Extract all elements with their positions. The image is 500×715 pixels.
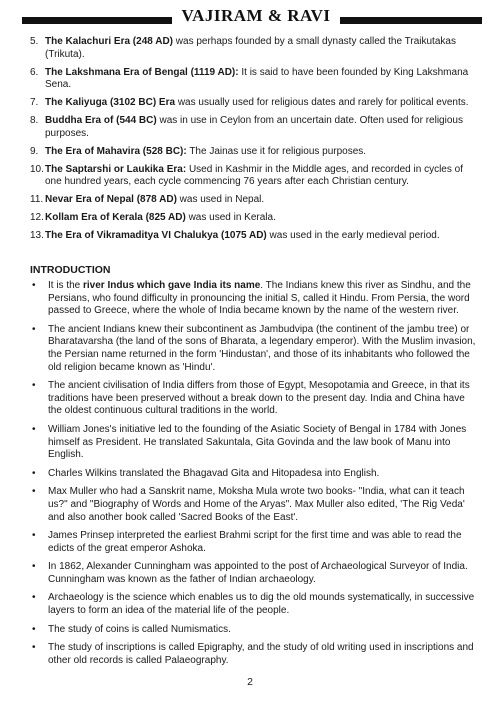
item-number: 10. bbox=[30, 163, 44, 175]
list-item bbox=[30, 194, 480, 207]
list-item bbox=[30, 424, 480, 462]
bullet-icon: • bbox=[32, 592, 36, 604]
item-text: The study of inscriptions is called Epigraphy, and the study of old writing used in inscriptions and other old records is called Palaeography. bbox=[48, 642, 474, 666]
era-name: Kollam Era of Kerala (825 AD) bbox=[45, 212, 186, 224]
item-text-emphasis: river Indus which gave India its name bbox=[83, 280, 261, 291]
list-item bbox=[30, 36, 480, 61]
era-description: was used in Nepal. bbox=[176, 194, 265, 206]
bullet-icon: • bbox=[32, 423, 36, 435]
era-name: The Kaliyuga (3102 BC) Era bbox=[45, 97, 176, 109]
era-name: The Era of Mahavira (528 BC): bbox=[45, 145, 187, 157]
bullet-icon: • bbox=[32, 380, 36, 392]
item-text: Archaeology is the science which enables us to dig the old mounds systematically, in successive layers to form an idea of the material life of the people. bbox=[48, 592, 475, 617]
list-item bbox=[30, 230, 480, 243]
item-text: William Jones's initiative led to the founding of the Asiatic Society of Bengal in 1784 with Jones himself as President. He translated Sakuntala, Gita Govinda and the law book of Manu into English. bbox=[48, 423, 467, 461]
list-item bbox=[30, 592, 480, 617]
list-item bbox=[30, 561, 480, 586]
list-item bbox=[30, 324, 480, 374]
era-description: The Jainas use it for religious purposes. bbox=[186, 145, 367, 157]
item-text: James Prinsep interpreted the earliest Brahmi script for the first time and was able to read the edicts of the great emperor Ashoka. bbox=[48, 530, 462, 554]
list-item bbox=[30, 67, 480, 92]
list-item bbox=[30, 97, 480, 110]
item-number: 8. bbox=[30, 115, 39, 127]
item-text-prefix: It is the bbox=[48, 280, 84, 291]
list-item bbox=[30, 468, 480, 481]
list-item bbox=[30, 164, 480, 189]
page-number: 2 bbox=[247, 676, 253, 688]
bullet-icon: • bbox=[32, 561, 36, 573]
bullet-icon: • bbox=[32, 623, 36, 635]
list-item bbox=[30, 115, 480, 140]
era-name: Nevar Era of Nepal (878 AD) bbox=[45, 194, 177, 206]
item-number: 13. bbox=[30, 230, 44, 242]
list-item bbox=[30, 530, 480, 555]
bullet-icon: • bbox=[32, 280, 36, 291]
bullet-icon: • bbox=[32, 530, 36, 542]
era-description: was perhaps founded by a small dynasty called the Traikutakas (Trikuta). bbox=[45, 36, 456, 60]
list-item bbox=[30, 486, 480, 524]
item-text: Max Muller who had a Sanskrit name, Moksha Mula wrote two books- "India, what can it teach us?" and "Biography of Words and Home of the Aryas". Max Muller also edited, 'The Rig Veda' and also another book called 'Sacred Books of the East'. bbox=[48, 486, 465, 523]
item-number: 5. bbox=[30, 36, 39, 47]
item-text: The ancient civilisation of India differs from those of Egypt, Mesopotamia and Greece, in that its traditions have been preserved without a break down to the present day. India and China have the oldest continuous cultural traditions in the world. bbox=[48, 380, 470, 417]
list-item bbox=[30, 624, 480, 637]
item-number: 11. bbox=[30, 194, 44, 206]
bullet-icon: • bbox=[32, 467, 36, 479]
item-text: The ancient Indians knew their subcontinent as Jambudvipa (the continent of the jambu tree) or Bharatavarsha (the land of the sons of Bharata, a legendary emperor). With the Muslim invasion, the Persian name returned in the form 'Hindustan', and those of its inhabitants who followed the old religion became known as 'Hindu'. bbox=[48, 323, 476, 373]
page-header bbox=[22, 6, 482, 28]
header-bar-right bbox=[340, 17, 482, 24]
list-item bbox=[30, 280, 480, 318]
bullet-icon: • bbox=[32, 323, 36, 335]
era-name: The Kalachuri Era (248 AD) bbox=[45, 36, 174, 47]
era-name: Buddha Era of (544 BC) bbox=[45, 115, 157, 127]
header-title: VAJIRAM & RAVI bbox=[181, 6, 331, 25]
era-description: was in use in Ceylon from an uncertain date. Often used for religious purposes. bbox=[45, 115, 463, 139]
era-name: The Lakshmana Era of Bengal (1119 AD): bbox=[45, 66, 239, 78]
item-number: 12. bbox=[30, 212, 44, 224]
bullet-icon: • bbox=[32, 642, 36, 654]
era-name: The Era of Vikramaditya VI Chalukya (1075 AD) bbox=[45, 230, 267, 242]
item-text: In 1862, Alexander Cunningham was appointed to the post of Archaeological Surveyor of India. Cunningham was known as the father of Indian archaeology. bbox=[48, 561, 468, 585]
introduction-list bbox=[30, 280, 480, 673]
item-number: 9. bbox=[30, 145, 39, 157]
item-number: 6. bbox=[30, 66, 39, 78]
era-name: The Saptarshi or Laukika Era: bbox=[45, 163, 187, 175]
item-text: . The Indians knew this river as Sindhu, and the Persians, who found difficulty in pronouncing the initial S, called it Hindu. From Persia, the word passed to Greece, where the whole of India became known by the name of the western river. bbox=[48, 280, 471, 317]
list-item bbox=[30, 212, 480, 225]
list-item bbox=[30, 642, 480, 667]
list-item bbox=[30, 380, 480, 418]
era-description: was used in Kerala. bbox=[185, 212, 276, 224]
bullet-icon: • bbox=[32, 486, 36, 498]
item-text: The study of coins is called Numismatics. bbox=[48, 623, 231, 635]
era-description: was usually used for religious dates and rarely for political events. bbox=[175, 97, 469, 109]
era-description: was used in the early medieval period. bbox=[266, 230, 440, 242]
era-description: It is said to have been founded by King Lakshmana Sena. bbox=[45, 66, 469, 91]
header-bar-left bbox=[22, 17, 172, 24]
era-description: Used in Kashmir in the Middle ages, and recorded in cycles of one hundred years, each cycle commencing 76 years after each Christian century. bbox=[45, 163, 463, 188]
item-number: 7. bbox=[30, 97, 39, 109]
item-text: Charles Wilkins translated the Bhagavad Gita and Hitopadesa into English. bbox=[48, 467, 380, 479]
era-list bbox=[30, 36, 480, 248]
list-item bbox=[30, 146, 480, 159]
section-heading: INTRODUCTION bbox=[30, 264, 111, 276]
